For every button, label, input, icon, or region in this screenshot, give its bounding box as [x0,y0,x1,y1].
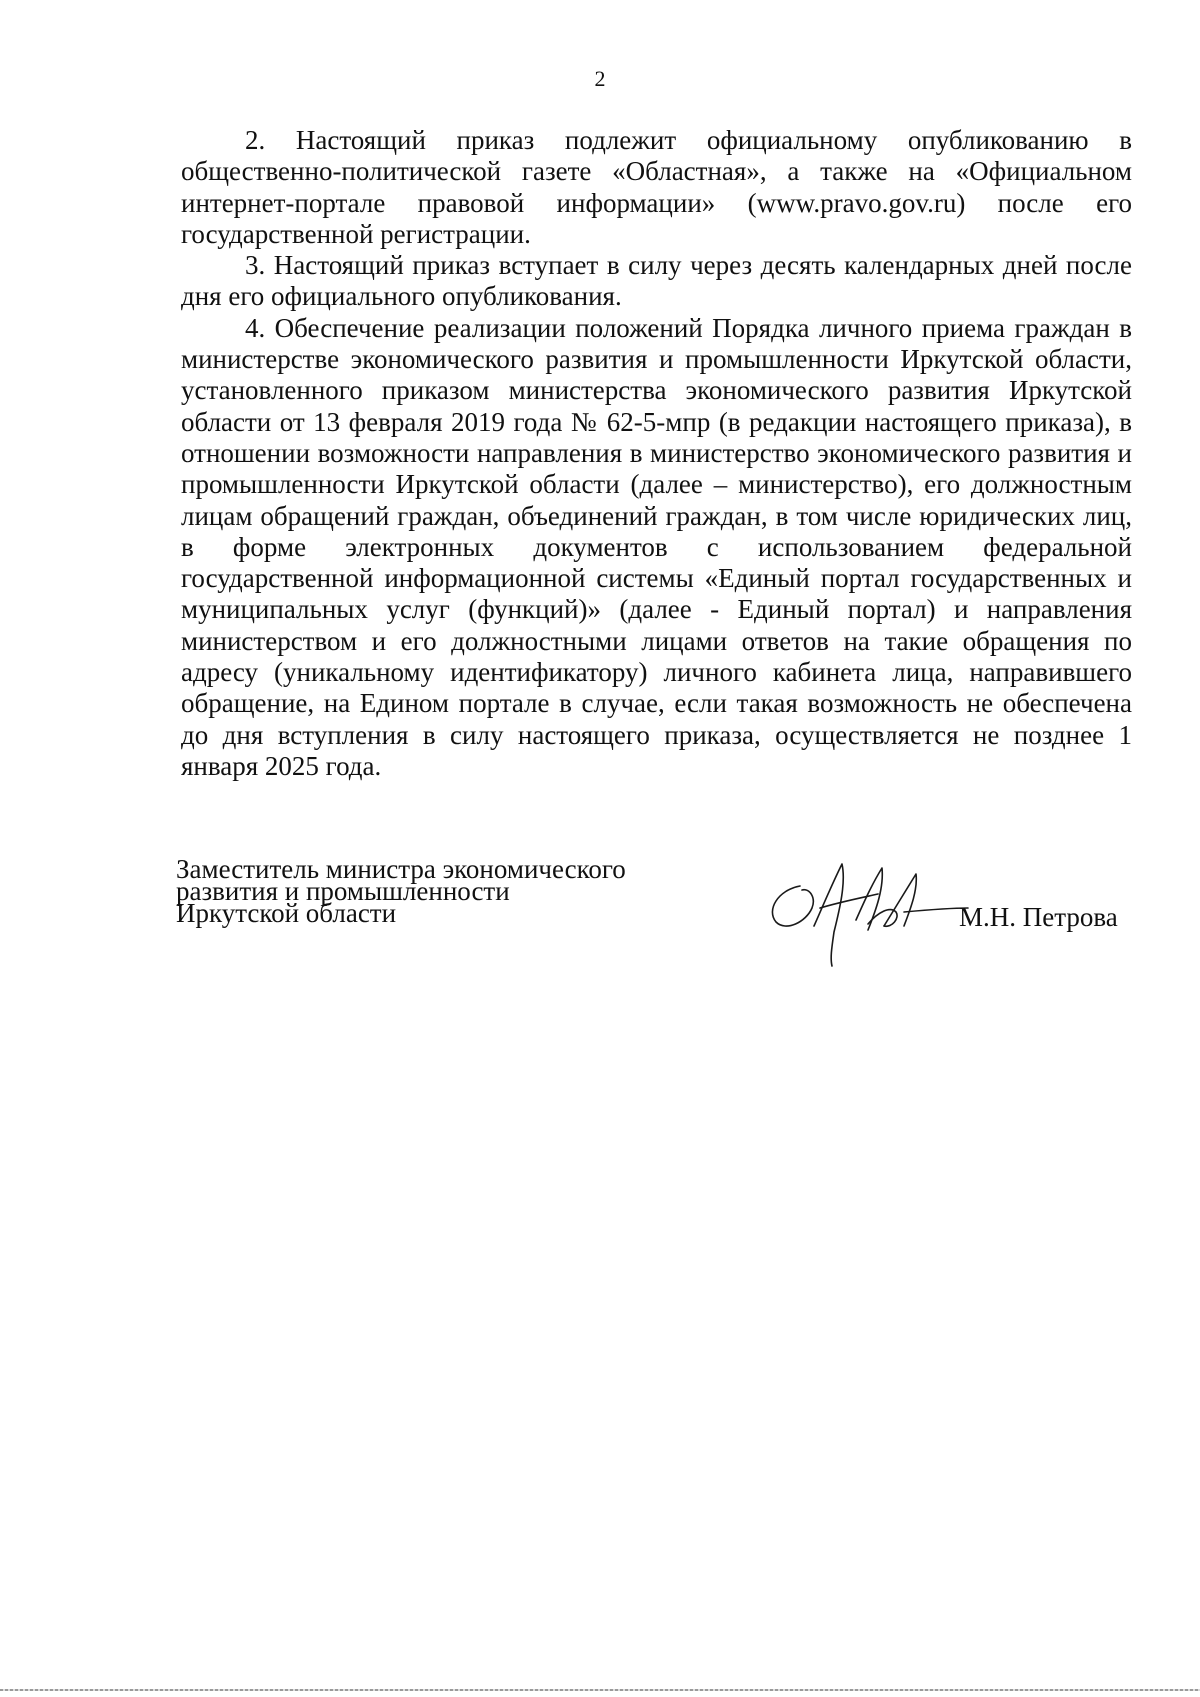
document-body [181,125,1132,782]
page-bottom-edge [0,1689,1200,1691]
paragraph-implementation: 4. Обеспечение реализации положений Порядка личного приема граждан в министерстве экономического развития и промышленности Иркутской области, установленного приказом министерства экономического развития Иркутской области от 13 февраля 2019 года № 62-5-мпр (в редакции настоящего приказа), в отношении возможности направления в министерство экономического развития и промышленности Иркутской области (далее – министерство), его должностным лицам обращений граждан, объединений граждан, в том числе юридических лиц, в форме электронных документов с использованием федеральной государственной информационной системы «Единый портал государственных и муниципальных услуг (функций)» (далее - Единый портал) и направления министерством и его должностными лицами ответов на такие обращения по адресу (уникальному идентификатору) личного кабинета лица, направившего обращение, на Едином портале в случае, если такая возможность не обеспечена до дня вступления в силу настоящего приказа, осуществляется не позднее 1 января 2025 года. [181,312,1132,781]
handwritten-signature [760,860,970,970]
position-line: Заместитель министра экономического [176,854,626,884]
paragraph-publication: 2. Настоящий приказ подлежит официальному опубликованию в общественно-политической газете «Областная», а также на «Официальном интернет-портале правовой информации» (www.pravo.gov.ru) после его государственной регистрации. [181,125,1132,249]
signer-name: М.Н. Петрова [959,902,1118,932]
position-line: Иркутской области [176,898,397,928]
position-line: развития и промышленности [176,876,510,906]
paragraph-effective-date: 3. Настоящий приказ вступает в силу через десять календарных дней после дня его официального опубликования. [181,250,1132,312]
signatory-position [176,854,676,928]
page-number: 2 [594,66,606,91]
